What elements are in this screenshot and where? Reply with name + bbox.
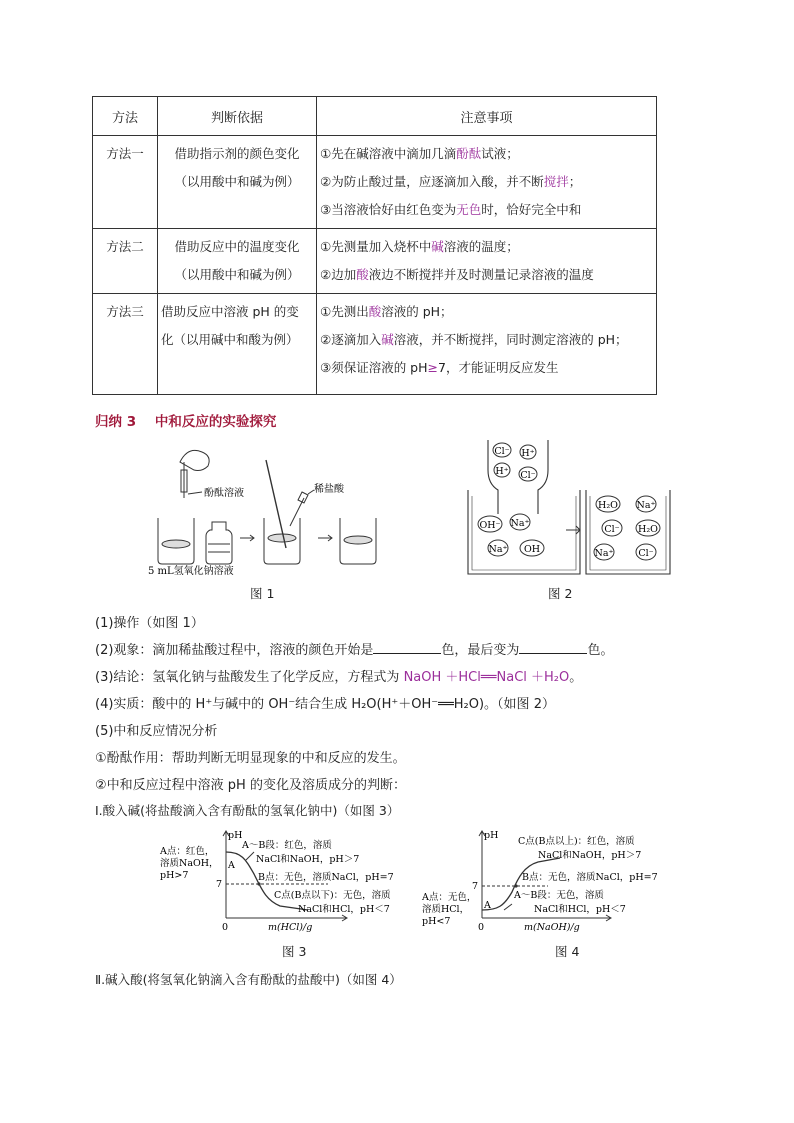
left-note: A点：无色， [422,892,477,903]
ab-note: A～B段：红色，溶质 [242,840,332,851]
ion-label: Cl⁻ [494,446,510,457]
ion-label: OH⁻ [479,520,501,531]
x-axis-label: m(NaOH)/g [524,922,580,933]
basis-line: 化（以用碱中和酸为例） [161,332,299,347]
b-note: B点：无色，溶质NaCl，pH=7 [258,872,394,883]
equation: NaOH ＋HCl══NaCl ＋H₂O [403,670,570,685]
blank-final-color [519,641,587,654]
point-a-label: A [484,900,491,911]
beaker-icon [468,490,580,574]
step-observation: (2)观象：滴加稀盐酸过程中，溶液的颜色开始是 色，最后变为 色。 [95,643,614,658]
header-notes: 注意事项 [317,97,657,136]
origin-label: 0 [478,922,485,933]
figure-4-ph-curve [420,826,682,936]
point-ph-change: ②中和反应过程中溶液 pH 的变化及溶质成分的判断： [95,778,406,793]
ion-label: Cl⁻ [604,524,620,535]
y-axis-label: pH [484,830,499,841]
ion-label: H₂O [638,524,658,535]
point-phenolphthalein: ①酚酞作用：帮助判断无明显现象的中和反应的发生。 [95,751,406,766]
step-analysis: (5)中和反应情况分析 [95,724,218,739]
figure-1-apparatus [140,440,390,580]
methods-table [92,96,657,395]
left-note: A点：红色， [160,846,215,857]
label-sodium-hydroxide: 5 mL氢氧化钠溶液 [148,566,234,577]
ion-label: Na⁺ [636,500,656,511]
ab-note: NaCl和HCl，pH＜7 [534,904,626,915]
step-essence: (4)实质：酸中的 H⁺与碱中的 OH⁻结合生成 H₂O(H⁺＋OH⁻══H₂O)。（如图 2） [95,697,555,712]
left-note: 溶质HCl， [422,904,470,915]
ion-label: Na⁺ [510,518,530,529]
blank-initial-color [373,641,441,654]
ion-label: H₂O [598,500,618,511]
figure-3-ph-curve [158,826,418,936]
section-heading [95,410,276,430]
note-line: ②为防止酸过量，应逐滴加入酸，并不断搅拌； [320,174,582,189]
basis-cell [158,229,317,294]
c-note: C点(B点以上)：红色，溶质 [518,836,635,847]
method-cell: 方法二 [93,229,158,294]
ion-label: Na⁺ [488,544,508,555]
b-note: B点：无色，溶质NaCl，pH=7 [522,872,658,883]
note-line: ②逐滴加入碱溶液，并不断搅拌，同时测定溶液的 pH； [320,332,628,347]
ab-note: NaCl和NaOH，pH＞7 [256,854,360,865]
ion-label: Cl⁻ [638,548,654,559]
basis-line: （以用酸中和碱为例） [174,174,300,189]
basis-line: 借助指示剂的颜色变化 [174,146,300,161]
step-operation: (1)操作（如图 1） [95,616,204,631]
arrow-icon [566,526,580,534]
notes-cell [317,136,657,229]
table-row [93,136,657,229]
bottle-icon [206,522,232,564]
basis-cell [158,294,317,395]
figure-2-ion-diagram [462,436,674,578]
method-cell: 方法三 [93,294,158,395]
c-note: NaCl和HCl，pH＜7 [298,904,390,915]
note-line: ①先测量加入烧杯中碱溶液的温度； [320,239,519,254]
x-axis-label: m(HCl)/g [268,922,313,933]
note-line: ①先在碱溶液中滴加几滴酚酞试液； [320,146,519,161]
label-hydrochloric-acid: 稀盐酸 [314,484,344,495]
y-axis-label: pH [228,830,243,841]
ab-note: A～B段：无色，溶质 [514,890,604,901]
left-note: pH<7 [422,916,451,927]
ion-label: H⁺ [521,448,535,459]
case-base-into-acid: Ⅱ.碱入酸(将氢氧化钠滴入含有酚酞的盐酸中)（如图 4） [95,972,402,987]
section-label: 归纳 3 [95,414,137,430]
header-method: 方法 [93,97,158,136]
note-line: ①先测出酸溶液的 pH； [320,304,453,319]
table-header-row [93,97,657,136]
figure-3-caption: 图 3 [282,944,307,959]
basis-cell [158,136,317,229]
note-line: ③须保证溶液的 pH≥7，才能证明反应发生 [320,360,559,375]
section-title: 中和反应的实验探究 [154,414,277,430]
ion-label: H⁺ [495,466,509,477]
ion-label: OH [523,544,541,555]
method-cell: 方法一 [93,136,158,229]
header-basis: 判断依据 [158,97,317,136]
label-phenolphthalein: 酚酞溶液 [204,488,244,499]
c-note: NaCl和NaOH，pH＞7 [538,850,642,861]
table-row [93,294,657,395]
c-note: C点(B点以下)：无色，溶质 [274,890,391,901]
ion-label: Na⁺ [594,548,614,559]
ph-curve [482,858,560,910]
point-b-marker [514,884,517,887]
ion-label: Cl⁻ [520,470,536,481]
arrow-icon [240,535,254,541]
figure-4-caption: 图 4 [555,944,580,959]
point-a-label: A [228,860,235,871]
origin-label: 0 [222,922,229,933]
basis-line: 借助反应中溶液 pH 的变 [161,304,299,319]
basis-line: （以用酸中和碱为例） [174,267,300,282]
figure-2-caption: 图 2 [548,586,573,601]
note-line: ②边加酸液边不断搅拌并及时测量记录溶液的温度 [320,267,594,282]
notes-cell [317,229,657,294]
left-note: pH>7 [160,870,189,881]
tick-7: 7 [216,879,223,890]
step-conclusion: (3)结论：氢氧化钠与盐酸发生了化学反应，方程式为 NaOH ＋HCl══NaCl ＋H₂O。 [95,670,583,685]
figure-1-caption: 图 1 [250,586,275,601]
arrow-icon [318,535,332,541]
basis-line: 借助反应中的温度变化 [174,239,300,254]
notes-cell [317,294,657,395]
table-row [93,229,657,294]
note-line: ③当溶液恰好由红色变为无色时，恰好完全中和 [320,202,582,217]
left-note: 溶质NaOH， [160,858,219,869]
case-acid-into-base: Ⅰ.酸入碱(将盐酸滴入含有酚酞的氢氧化钠中)（如图 3） [95,803,400,818]
tick-7: 7 [472,881,479,892]
